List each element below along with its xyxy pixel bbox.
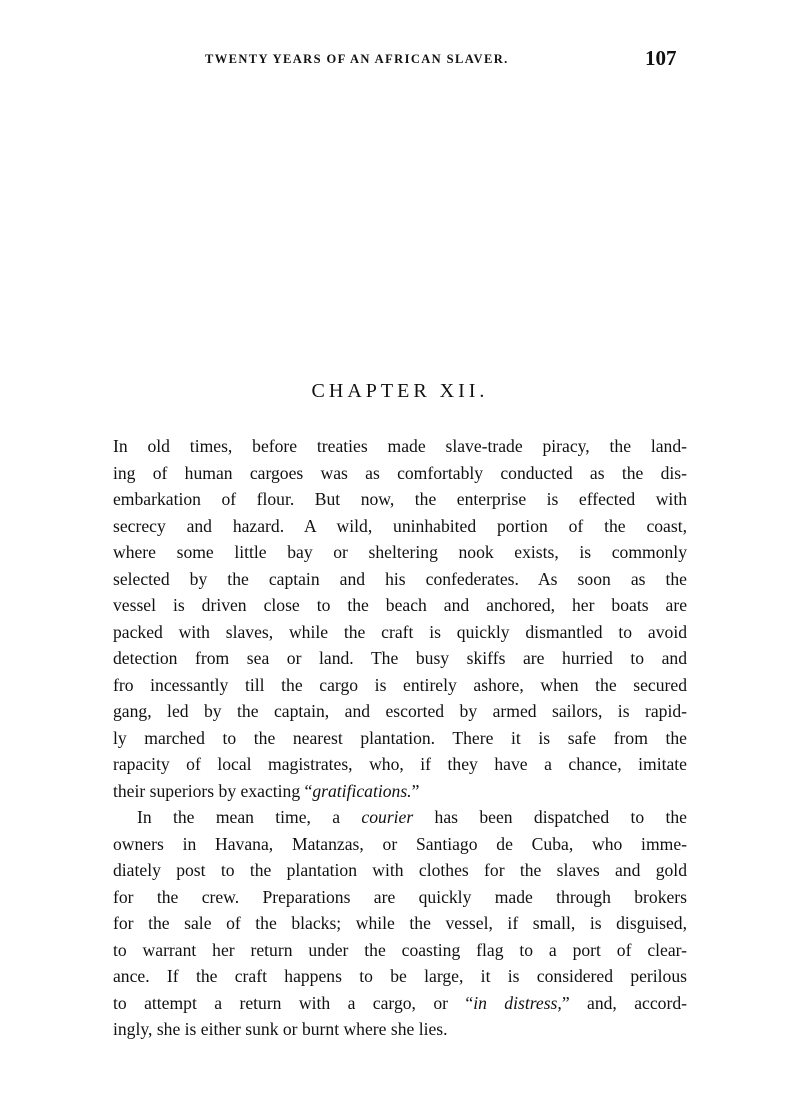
text-line: In old times, before treaties made slave-trade piracy, the land- (113, 436, 687, 456)
text-line: ance. If the craft happens to be large, it is considered perilous (113, 966, 687, 986)
text-line: ly marched to the nearest plantation. There it is safe from the (113, 727, 687, 748)
text-line: where some little bay or sheltering nook exists, is commonly (113, 542, 687, 562)
text-fragment: their superiors by exacting “ (113, 780, 313, 801)
italic-text: courier (361, 807, 414, 827)
text-line: packed with slaves, while the craft is quickly dismantled to avoid (113, 621, 687, 642)
body-text (113, 433, 687, 1043)
text-line: detection from sea or land. The busy skiffs are hurried to and (113, 648, 687, 668)
running-header (0, 46, 800, 72)
text-line (113, 778, 687, 805)
text-line: embarkation of flour. But now, the enterprise is effected with (113, 489, 687, 509)
text-fragment: ” and, accord- (561, 992, 687, 1013)
text-fragment: In the mean time, a (137, 807, 362, 827)
text-line: ingly, she is either sunk or burnt where she lies. (113, 1019, 448, 1039)
text-line: to warrant her return under the coasting flag to a port of clear- (113, 939, 687, 960)
text-line: ing of human cargoes was as comfortably conducted as the dis- (113, 462, 687, 483)
text-line: owners in Havana, Matanzas, or Santiago de Cuba, who imme- (113, 833, 687, 854)
paragraph-2 (113, 804, 687, 1043)
text-line: rapacity of local magistrates, who, if they have a chance, imitate (113, 754, 687, 774)
running-title: TWENTY YEARS OF AN AFRICAN SLAVER. (205, 52, 509, 66)
text-line: selected by the captain and his confederates. As soon as the (113, 568, 687, 589)
text-fragment: has been dispatched to the (413, 807, 687, 827)
chapter-heading: CHAPTER XII. (311, 380, 489, 402)
text-line: gang, led by the captain, and escorted by armed sailors, is rapid- (113, 701, 687, 721)
italic-text: gratifications. (312, 780, 412, 801)
text-line (113, 804, 687, 831)
text-line: fro incessantly till the cargo is entirely ashore, when the secured (113, 674, 687, 695)
paragraph-1 (113, 433, 687, 804)
text-line: for the crew. Preparations are quickly made through brokers (113, 886, 687, 907)
text-fragment: to attempt a return with a cargo, or “ (113, 992, 474, 1013)
italic-text: in distress, (473, 992, 562, 1013)
text-line: for the sale of the blacks; while the vessel, if small, is disguised, (113, 913, 687, 933)
text-line (113, 990, 687, 1017)
text-line: diately post to the plantation with clothes for the slaves and gold (113, 860, 687, 880)
text-fragment: ” (411, 780, 420, 801)
page-number: 107 (645, 46, 677, 70)
text-line: vessel is driven close to the beach and anchored, her boats are (113, 595, 687, 615)
text-line: secrecy and hazard. A wild, uninhabited portion of the coast, (113, 515, 687, 536)
